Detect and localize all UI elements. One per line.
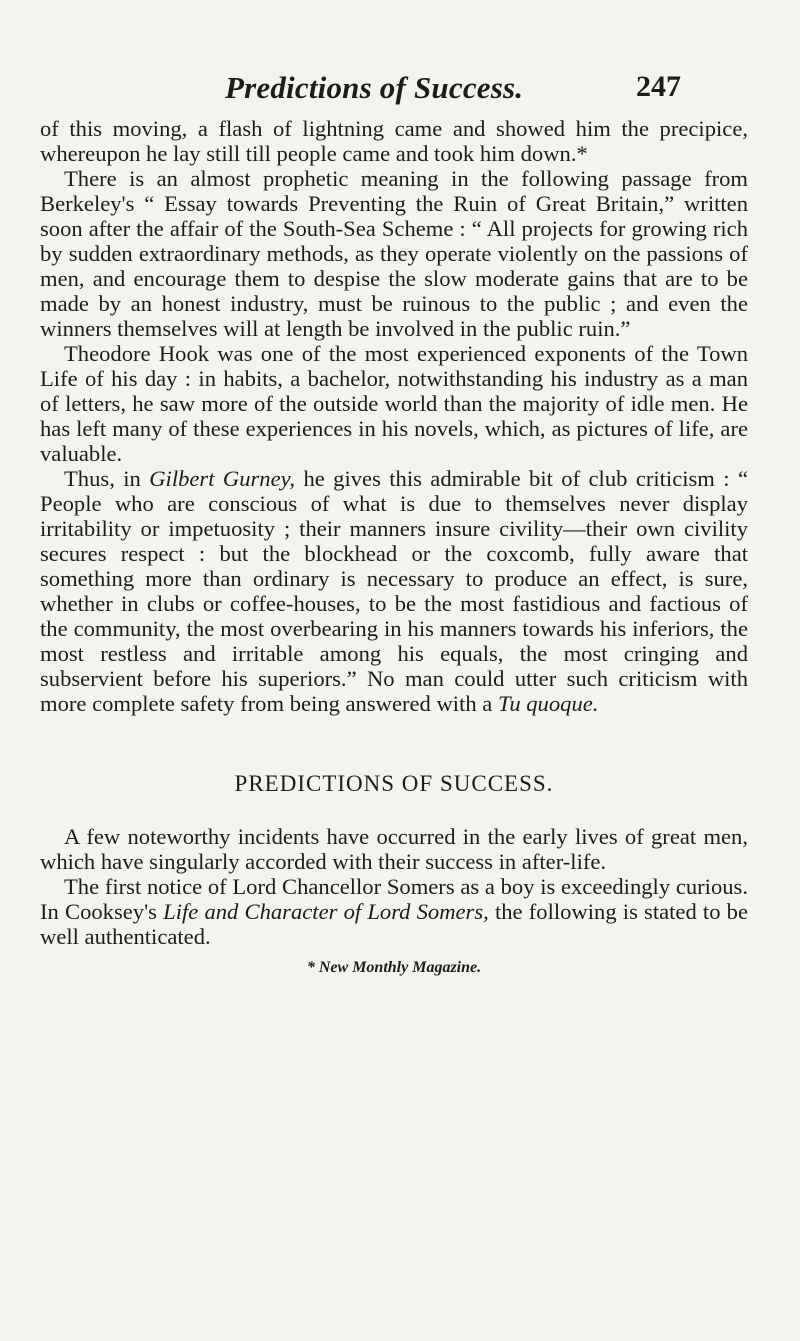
paragraph: of this moving, a flash of lightning came and showed him the precipice, whereupon he lay still till people came and took him down.* <box>40 116 748 166</box>
page-number: 247 <box>636 70 681 103</box>
book-title: Gilbert Gurney, <box>149 466 296 491</box>
text-run: the following is stated to be well authenticated. <box>40 899 748 949</box>
footnote: * New Monthly Magazine. <box>306 959 482 976</box>
text-run: The first notice of Lord Chancellor Somers as a boy is exceedingly curious. In Cooksey's <box>40 874 748 924</box>
text-run: he gives this admirable bit of club criticism : “ People who are conscious of what is due to themselves never display irritability or impetuosity ; their manners insure civility—their own civility secures respect : but the blockhead or the coxcomb, fully aware that something more than ordinary is necessary to produce an effect, is sure, whether in clubs or coffee-houses, to be the most fastidious and factious of the community, the most overbearing in his manners towards his inferiors, the most restless and irritable among his equals, the most cringing and subservient before his superiors.” No man could utter such criticism with more complete safety from being answered with a <box>40 466 748 716</box>
paragraph: There is an almost prophetic meaning in the following passage from Berkeley's “ Essay towards Preventing the Ruin of Great Britain,” written soon after the affair of the South-Sea Scheme : “ All projects for growing rich by sudden extraordinary methods, as they operate violently on the passions of men, and encourage them to despise the slow moderate gains that are to be made by an honest industry, must be ruinous to the public ; and even the winners themselves will at length be involved in the public ruin.” <box>40 166 748 341</box>
running-title: Predictions of Success. <box>225 70 524 105</box>
paragraph: A few noteworthy incidents have occurred in the early lives of great men, which have singularly accorded with their success in after-life. <box>40 824 748 874</box>
body-text <box>40 116 748 980</box>
text-run: Thus, in <box>64 466 150 491</box>
paragraph <box>40 874 748 949</box>
book-title: Life and Character of Lord Somers, <box>163 899 489 924</box>
page-header <box>0 70 800 114</box>
latin-phrase: Tu quoque. <box>498 691 599 716</box>
paragraph: Theodore Hook was one of the most experienced exponents of the Town Life of his day : in habits, a bachelor, notwithstanding his industry as a man of letters, he saw more of the outside world than the majority of idle men. He has left many of these experiences in his novels, which, as pictures of life, are valuable. <box>40 341 748 466</box>
section-heading: PREDICTIONS OF SUCCESS. <box>234 771 554 796</box>
paragraph <box>40 466 748 716</box>
